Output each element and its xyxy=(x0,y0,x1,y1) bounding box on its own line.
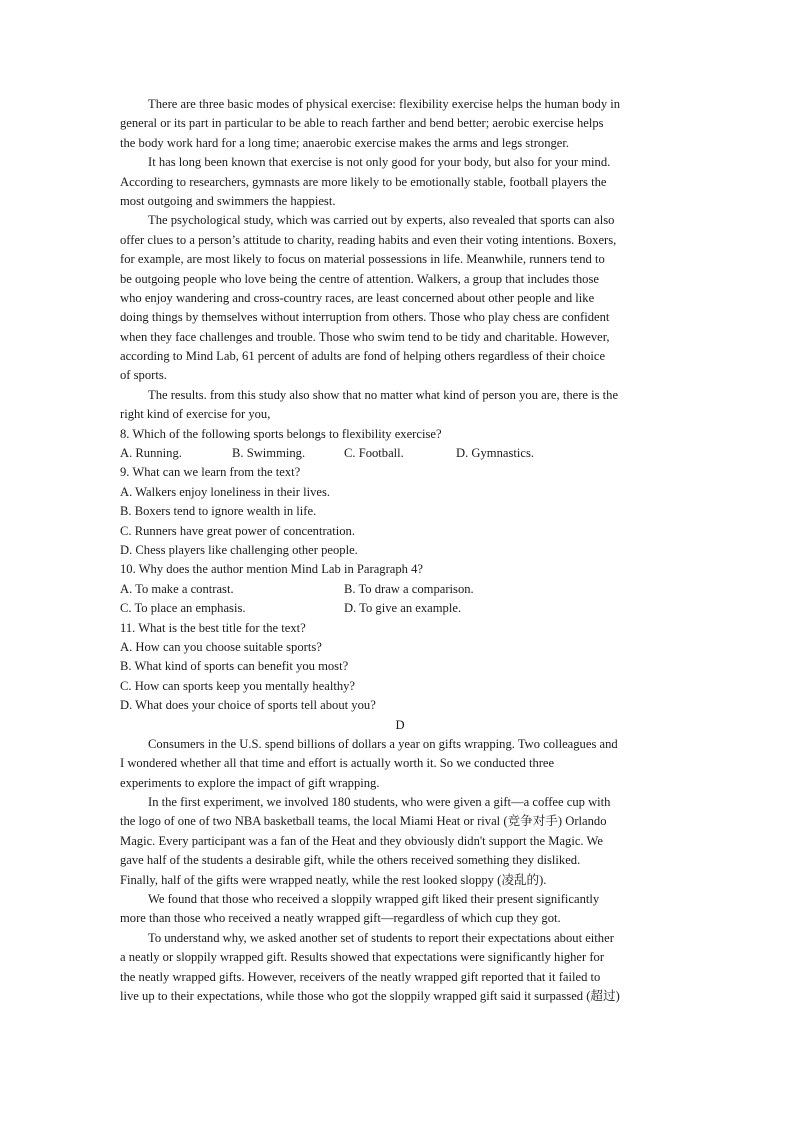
paragraph-line: In the first experiment, we involved 180 students, who were given a gift—a coffee cup with xyxy=(148,795,611,810)
option-c: C. How can sports keep you mentally healthy? xyxy=(120,678,356,693)
paragraph-line: Consumers in the U.S. spend billions of dollars a year on gifts wrapping. Two colleagues and xyxy=(148,736,618,751)
question-stem: 11. What is the best title for the text? xyxy=(120,620,306,635)
paragraph-line: It has long been known that exercise is not only good for your body, but also for your mind. xyxy=(148,155,611,170)
question-8 xyxy=(120,425,680,464)
question-stem: 9. What can we learn from the text? xyxy=(120,465,301,480)
option-c: C. To place an emphasis. xyxy=(120,601,246,616)
paragraph-line: general or its part in particular to be able to reach farther and bend better; aerobic exercise helps xyxy=(120,116,604,131)
paragraph-line: According to researchers, gymnasts are more likely to be emotionally stable, football players the xyxy=(120,174,607,189)
paragraph-line: according to Mind Lab, 61 percent of adults are fond of helping others regardless of their choice xyxy=(120,349,606,364)
passage-c xyxy=(120,95,680,425)
question-options xyxy=(120,444,680,463)
option-d: D. What does your choice of sports tell about you? xyxy=(120,698,376,713)
option-d: D. Chess players like challenging other people. xyxy=(120,542,358,557)
paragraph-line: the logo of one of two NBA basketball teams, the local Miami Heat or rival (竞争对手) Orlando xyxy=(120,814,607,829)
paragraph-line: of sports. xyxy=(120,368,167,383)
paragraph-line: There are three basic modes of physical exercise: flexibility exercise helps the human body in xyxy=(148,97,621,111)
paragraph-line: a neatly or sloppily wrapped gift. Results showed that expectations were significantly higher for xyxy=(120,950,605,965)
paragraph-line: the body work hard for a long time; anaerobic exercise makes the arms and legs stronger. xyxy=(120,135,570,150)
paragraph-line: The results. from this study also show that no matter what kind of person you are, there is the xyxy=(148,387,619,402)
option-d: D. To give an example. xyxy=(344,601,462,616)
question-9 xyxy=(120,463,680,560)
paragraph-line: who enjoy wandering and cross-country races, are least concerned about other people and like xyxy=(120,290,595,305)
paragraph-line: The psychological study, which was carried out by experts, also revealed that sports can also xyxy=(148,213,615,228)
paragraph-line: most outgoing and swimmers the happiest. xyxy=(120,193,336,208)
paragraph-line: Finally, half of the gifts were wrapped neatly, while the rest looked sloppy (凌乱的). xyxy=(120,872,547,887)
paragraph-line: We found that those who received a sloppily wrapped gift liked their present significantly xyxy=(148,892,600,907)
option-b: B. What kind of sports can benefit you most? xyxy=(120,659,349,674)
paragraph-line: To understand why, we asked another set of students to report their expectations about either xyxy=(148,930,614,945)
option-a: A. Running. xyxy=(120,446,182,461)
paragraph-line: Magic. Every participant was a fan of the Heat and they obviously didn't support the Magic. We xyxy=(120,833,603,848)
paragraph-line: experiments to explore the impact of gift wrapping. xyxy=(120,775,380,790)
section-label: D xyxy=(395,717,405,732)
paragraph-line: live up to their expectations, while those who got the sloppily wrapped gift said it surpassed (超过) xyxy=(120,988,620,1003)
option-a: A. To make a contrast. xyxy=(120,581,234,596)
paragraph-line: gave half of the students a desirable gift, while the others received something they disliked. xyxy=(120,853,581,868)
option-d: D. Gymnastics. xyxy=(456,446,535,461)
paragraph-line: be outgoing people who love being the centre of attention. Walkers, a group that includes those xyxy=(120,271,599,286)
question-options xyxy=(120,599,680,618)
option-b: B. Swimming. xyxy=(232,446,306,461)
option-a: A. Walkers enjoy loneliness in their lives. xyxy=(120,484,331,499)
paragraph-line: when they face challenges and trouble. Those who swim tend to be tidy and charitable. However, xyxy=(120,329,610,344)
question-stem: 10. Why does the author mention Mind Lab in Paragraph 4? xyxy=(120,562,424,577)
paragraph-line: I wondered whether all that time and effort is actually worth it. So we conducted three xyxy=(120,756,555,771)
paragraph-line: more than those who received a neatly wrapped gift—regardless of which cup they got. xyxy=(120,911,561,926)
option-b: B. Boxers tend to ignore wealth in life. xyxy=(120,504,317,519)
exam-page xyxy=(120,95,680,1006)
option-b: B. To draw a comparison. xyxy=(344,581,474,596)
paragraph-line: offer clues to a person’s attitude to charity, reading habits and even their voting intentions. Boxers, xyxy=(120,232,617,247)
paragraph-line: doing things by themselves without interruption from others. Those who play chess are confident xyxy=(120,310,610,325)
question-stem: 8. Which of the following sports belongs to flexibility exercise? xyxy=(120,426,442,441)
question-options xyxy=(120,580,680,599)
option-c: C. Football. xyxy=(344,446,404,461)
question-11 xyxy=(120,619,680,716)
paragraph-line: right kind of exercise for you, xyxy=(120,407,271,422)
paragraph-line: the neatly wrapped gifts. However, receivers of the neatly wrapped gift reported that it failed to xyxy=(120,969,601,984)
passage-d xyxy=(120,735,680,1006)
paragraph-line: for example, are most likely to focus on material possessions in life. Meanwhile, runners tend to xyxy=(120,252,605,267)
option-c: C. Runners have great power of concentration. xyxy=(120,523,356,538)
option-a: A. How can you choose suitable sports? xyxy=(120,639,322,654)
question-10 xyxy=(120,560,680,618)
